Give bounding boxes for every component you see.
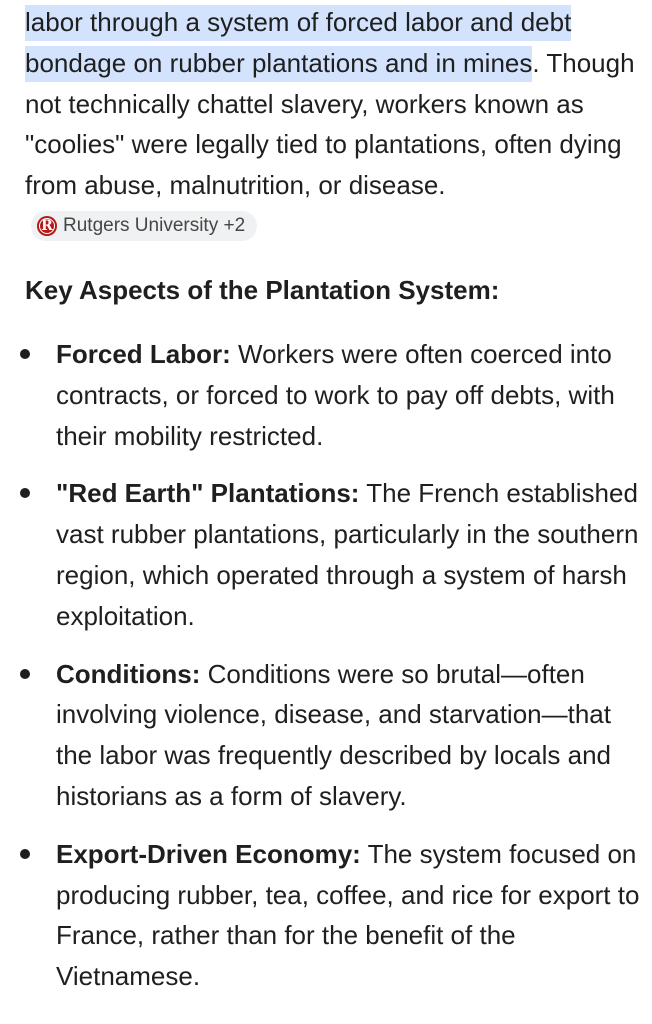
bullet-icon <box>20 669 30 679</box>
item-text: Conditions were so brutal—often involving violence, disease, and starvation—that the labor was frequently described by locals and historians as a form of slavery. <box>56 658 611 811</box>
intro-paragraph <box>25 2 645 247</box>
aspects-list <box>0 334 652 997</box>
list-item <box>0 473 652 636</box>
bullet-icon <box>20 349 30 359</box>
source-chip-label: Rutgers University +2 <box>63 214 246 236</box>
bullet-icon <box>20 488 30 498</box>
rutgers-logo-icon: R <box>37 216 57 236</box>
list-item <box>0 834 652 997</box>
item-term: Conditions: <box>56 658 201 689</box>
highlighted-passage: labor through a system of forced labor and debt bondage on rubber plantations and in mines <box>25 5 571 82</box>
item-text: The system focused on producing rubber, tea, coffee, and rice for export to France, rather than for the benefit of the Vietnamese. <box>56 838 640 992</box>
list-item <box>0 334 652 456</box>
item-term: Forced Labor: <box>56 339 231 369</box>
item-term: "Red Earth" Plantations: <box>56 478 360 509</box>
source-chip[interactable] <box>31 211 257 241</box>
item-text: The French established vast rubber plantations, particularly in the southern region, which operated through a system of harsh exploitation. <box>56 478 639 631</box>
list-item <box>0 654 652 817</box>
item-term: Export-Driven Economy: <box>56 838 361 869</box>
item-text: Workers were often coerced into contracts, or forced to work to pay off debts, with their mobility restricted. <box>56 339 615 451</box>
section-heading: Key Aspects of the Plantation System: <box>25 275 500 305</box>
intro-text: . Though not technically chattel slavery, workers known as "coolies" were legally tied to plantations, often dying from abuse, malnutrition, or disease. <box>25 47 635 201</box>
bullet-icon <box>20 849 30 859</box>
